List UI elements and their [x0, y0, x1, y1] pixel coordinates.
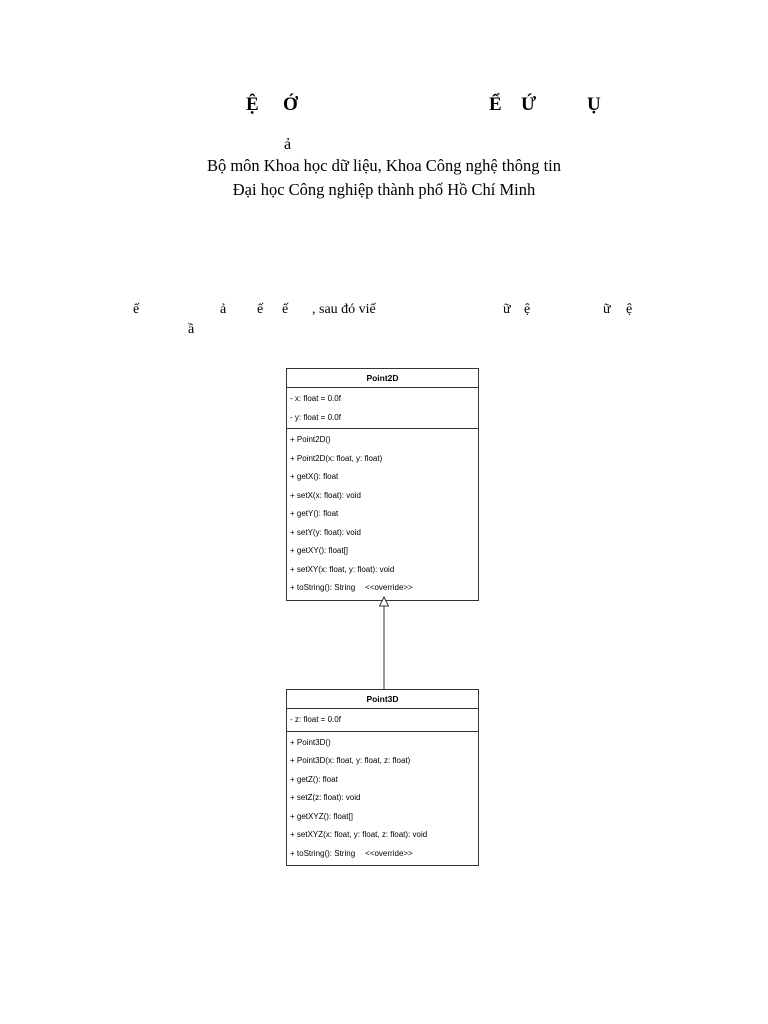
uml-attribute: - x: float = 0.0f	[290, 394, 341, 403]
uml-method: + Point2D()	[290, 435, 331, 444]
uml-method: + getZ(): float	[290, 774, 338, 784]
uml-method: + setZ(z: float): void	[290, 793, 361, 802]
uml-methods	[287, 429, 478, 600]
instruction-fragment: ế	[133, 302, 140, 317]
uml-method: + getXYZ(): float[]	[290, 811, 353, 821]
uml-class-point2d	[286, 368, 479, 601]
instruction-fragment: ế	[282, 302, 289, 317]
title-fragment: Ứ	[521, 94, 537, 115]
uml-stereotype: <<override>>	[365, 848, 413, 858]
uml-method: + Point2D(x: float, y: float)	[290, 453, 383, 463]
title-fragment: Ệ	[246, 94, 259, 115]
uml-class-name: Point3D	[287, 690, 478, 709]
uml-method: + setXY(x: float, y: float): void	[290, 564, 395, 574]
title-fragment: Ể	[489, 94, 502, 115]
uml-method-row	[287, 579, 478, 598]
uml-method: + setX(x: float): void	[290, 490, 361, 500]
uml-attributes	[287, 388, 478, 429]
affiliation-department: Bộ môn Khoa học dữ liệu, Khoa Công nghệ thông tin	[206, 156, 562, 175]
uml-attribute: - y: float = 0.0f	[290, 412, 341, 422]
instruction-fragment: ệ	[626, 302, 633, 317]
instruction-fragment: ệ	[524, 302, 531, 317]
uml-attribute: - z: float = 0.0f	[290, 715, 341, 724]
instruction-fragment: ữ	[603, 302, 611, 317]
uml-method: + getX(): float	[290, 472, 339, 481]
uml-stereotype: <<override>>	[365, 583, 413, 592]
instruction-fragment: ả	[220, 302, 227, 317]
subtitle-fragment: ả	[284, 136, 292, 153]
instruction-fragment: ế	[257, 302, 264, 317]
title-fragment: Ớ	[283, 94, 298, 115]
uml-method: + setY(y: float): void	[290, 527, 361, 537]
uml-method: + toString(): String	[290, 583, 356, 592]
uml-method: + setXYZ(x: float, y: float, z: float): void	[290, 830, 428, 839]
affiliation-university: Đại học Công nghiệp thành phố Hồ Chí Minh	[232, 180, 536, 199]
instruction-fragment: ầ	[188, 322, 195, 337]
uml-attributes	[287, 709, 478, 732]
uml-method: + toString(): String	[290, 848, 356, 858]
uml-class-point3d	[286, 689, 479, 866]
uml-method: + Point3D()	[290, 737, 331, 747]
uml-methods	[287, 732, 478, 866]
uml-method: + getY(): float	[290, 509, 339, 518]
title-fragment: Ụ	[587, 94, 601, 115]
uml-method: + getXY(): float[]	[290, 546, 349, 555]
uml-class-name: Point2D	[287, 369, 478, 388]
instruction-fragment: , sau đó viế	[312, 302, 376, 317]
uml-method: + Point3D(x: float, y: float, z: float)	[290, 756, 411, 765]
instruction-fragment: ữ	[503, 302, 511, 317]
uml-method-row	[287, 845, 478, 864]
